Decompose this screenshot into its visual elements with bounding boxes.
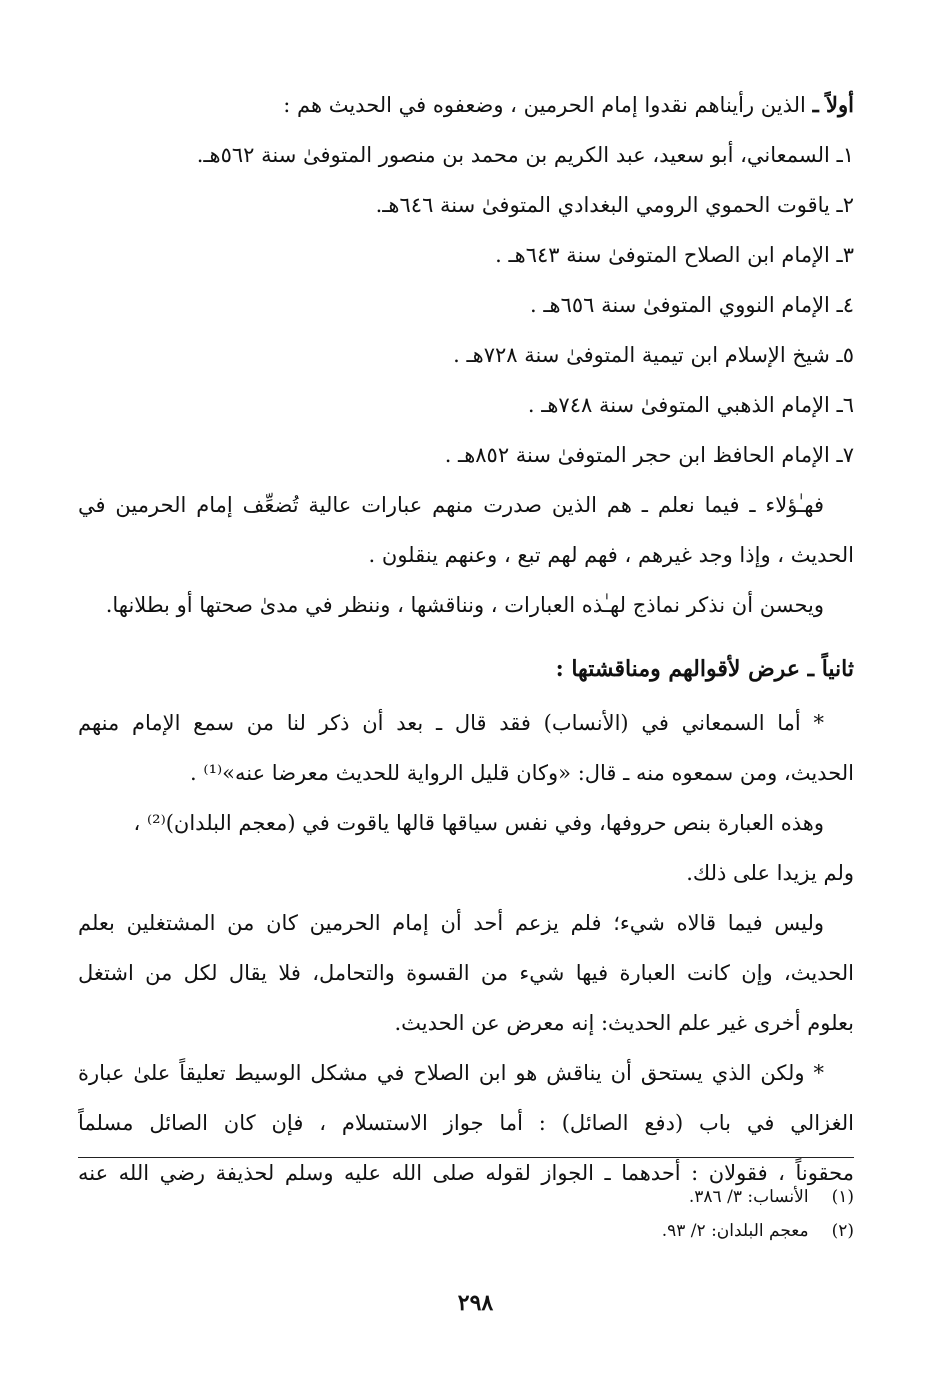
- footnote: [78, 1180, 854, 1214]
- footnote-text: معجم البلدان: ٢/ ٩٣.: [661, 1221, 809, 1241]
- paragraph-line: الغزالي في باب (دفع الصائل) : أما جواز الاستسلام ، فإن كان الصائل مسلماً: [78, 1111, 854, 1135]
- list-item: ٣ـ الإمام ابن الصلاح المتوفىٰ سنة ٦٤٣هـ .: [495, 243, 854, 267]
- footnote-text: الأنساب: ٣/ ٣٨٦.: [688, 1187, 809, 1207]
- paragraph-line: فهـٰؤلاء ـ فيما نعلم ـ هم الذين صدرت منهم عبارات عالية تُضعِّف إمام الحرمين في: [78, 493, 824, 517]
- page-number: ٢٩٨: [457, 1290, 494, 1316]
- list-item: ١ـ السمعاني، أبو سعيد، عبد الكريم بن محمد بن منصور المتوفىٰ سنة ٥٦٢هـ.: [196, 143, 854, 167]
- footnotes: [78, 1180, 854, 1248]
- paragraph-line: وهذه العبارة بنص حروفها، وفي نفس سياقها قالها ياقوت في (معجم البلدان)⁽²⁾ ،: [133, 811, 824, 835]
- paragraph-line: ويحسن أن نذكر نماذج لهـٰذه العبارات ، ونناقشها ، وننظر في مدىٰ صحتها أو بطلانها.: [105, 593, 824, 617]
- paragraph-line: * ولكن الذي يستحق أن يناقش هو ابن الصلاح في مشكل الوسيط تعليقاً علىٰ عبارة: [78, 1061, 824, 1085]
- paragraph-line: الحديث، وإن كانت العبارة فيها شيء من القسوة والتحامل، فلا يقال لكل من اشتغل: [78, 961, 854, 985]
- paragraph-line: الحديث، ومن سمعوه منه ـ قال: «وكان قليل الرواية للحديث معرضا عنه»⁽¹⁾ .: [190, 761, 854, 785]
- section2-heading: ثانياً ـ عرض لأقوالهم ومناقشتها :: [555, 656, 854, 682]
- footnote-divider: [78, 1157, 854, 1158]
- list-item: ٤ـ الإمام النووي المتوفىٰ سنة ٦٥٦هـ .: [530, 293, 854, 317]
- section1-label: أولاً ـ: [812, 92, 854, 117]
- paragraph-line: الحديث ، وإذا وجد غيرهم ، فهم لهم تبع ، وعنهم ينقلون .: [368, 543, 854, 567]
- paragraph-line: * أما السمعاني في (الأنساب) فقد قال ـ بعد أن ذكر لنا من سمع الإمام منهم: [78, 711, 824, 735]
- footnote-number: (١): [831, 1187, 854, 1207]
- section1-intro-line: [78, 80, 854, 130]
- footnote-number: (٢): [831, 1221, 854, 1241]
- paragraph-line: ولم يزيدا على ذلك.: [686, 861, 854, 885]
- paragraph-line: وليس فيما قالاه شيء؛ فلم يزعم أحد أن إمام الحرمين كان من المشتغلين بعلم: [78, 911, 824, 935]
- list-item: ٧ـ الإمام الحافظ ابن حجر المتوفىٰ سنة ٨٥٢هـ .: [444, 443, 854, 467]
- footnote: [78, 1214, 854, 1248]
- section1-intro: الذين رأيناهم نقدوا إمام الحرمين ، وضعفوه في الحديث هم :: [283, 93, 806, 117]
- list-item: ٥ـ شيخ الإسلام ابن تيمية المتوفىٰ سنة ٧٢٨هـ .: [453, 343, 854, 367]
- list-item: ٢ـ ياقوت الحموي الرومي البغدادي المتوفىٰ سنة ٦٤٦هـ.: [375, 193, 854, 217]
- page-body: [78, 80, 854, 1198]
- paragraph-line: بعلوم أخرى غير علم الحديث: إنه معرض عن الحديث.: [394, 1011, 854, 1035]
- list-item: ٦ـ الإمام الذهبي المتوفىٰ سنة ٧٤٨هـ .: [527, 393, 854, 417]
- paragraph-line: محقوناً ، فقولان : أحدهما ـ الجواز لقوله صلى الله عليه وسلم لحذيفة رضي الله عنه: [78, 1161, 854, 1185]
